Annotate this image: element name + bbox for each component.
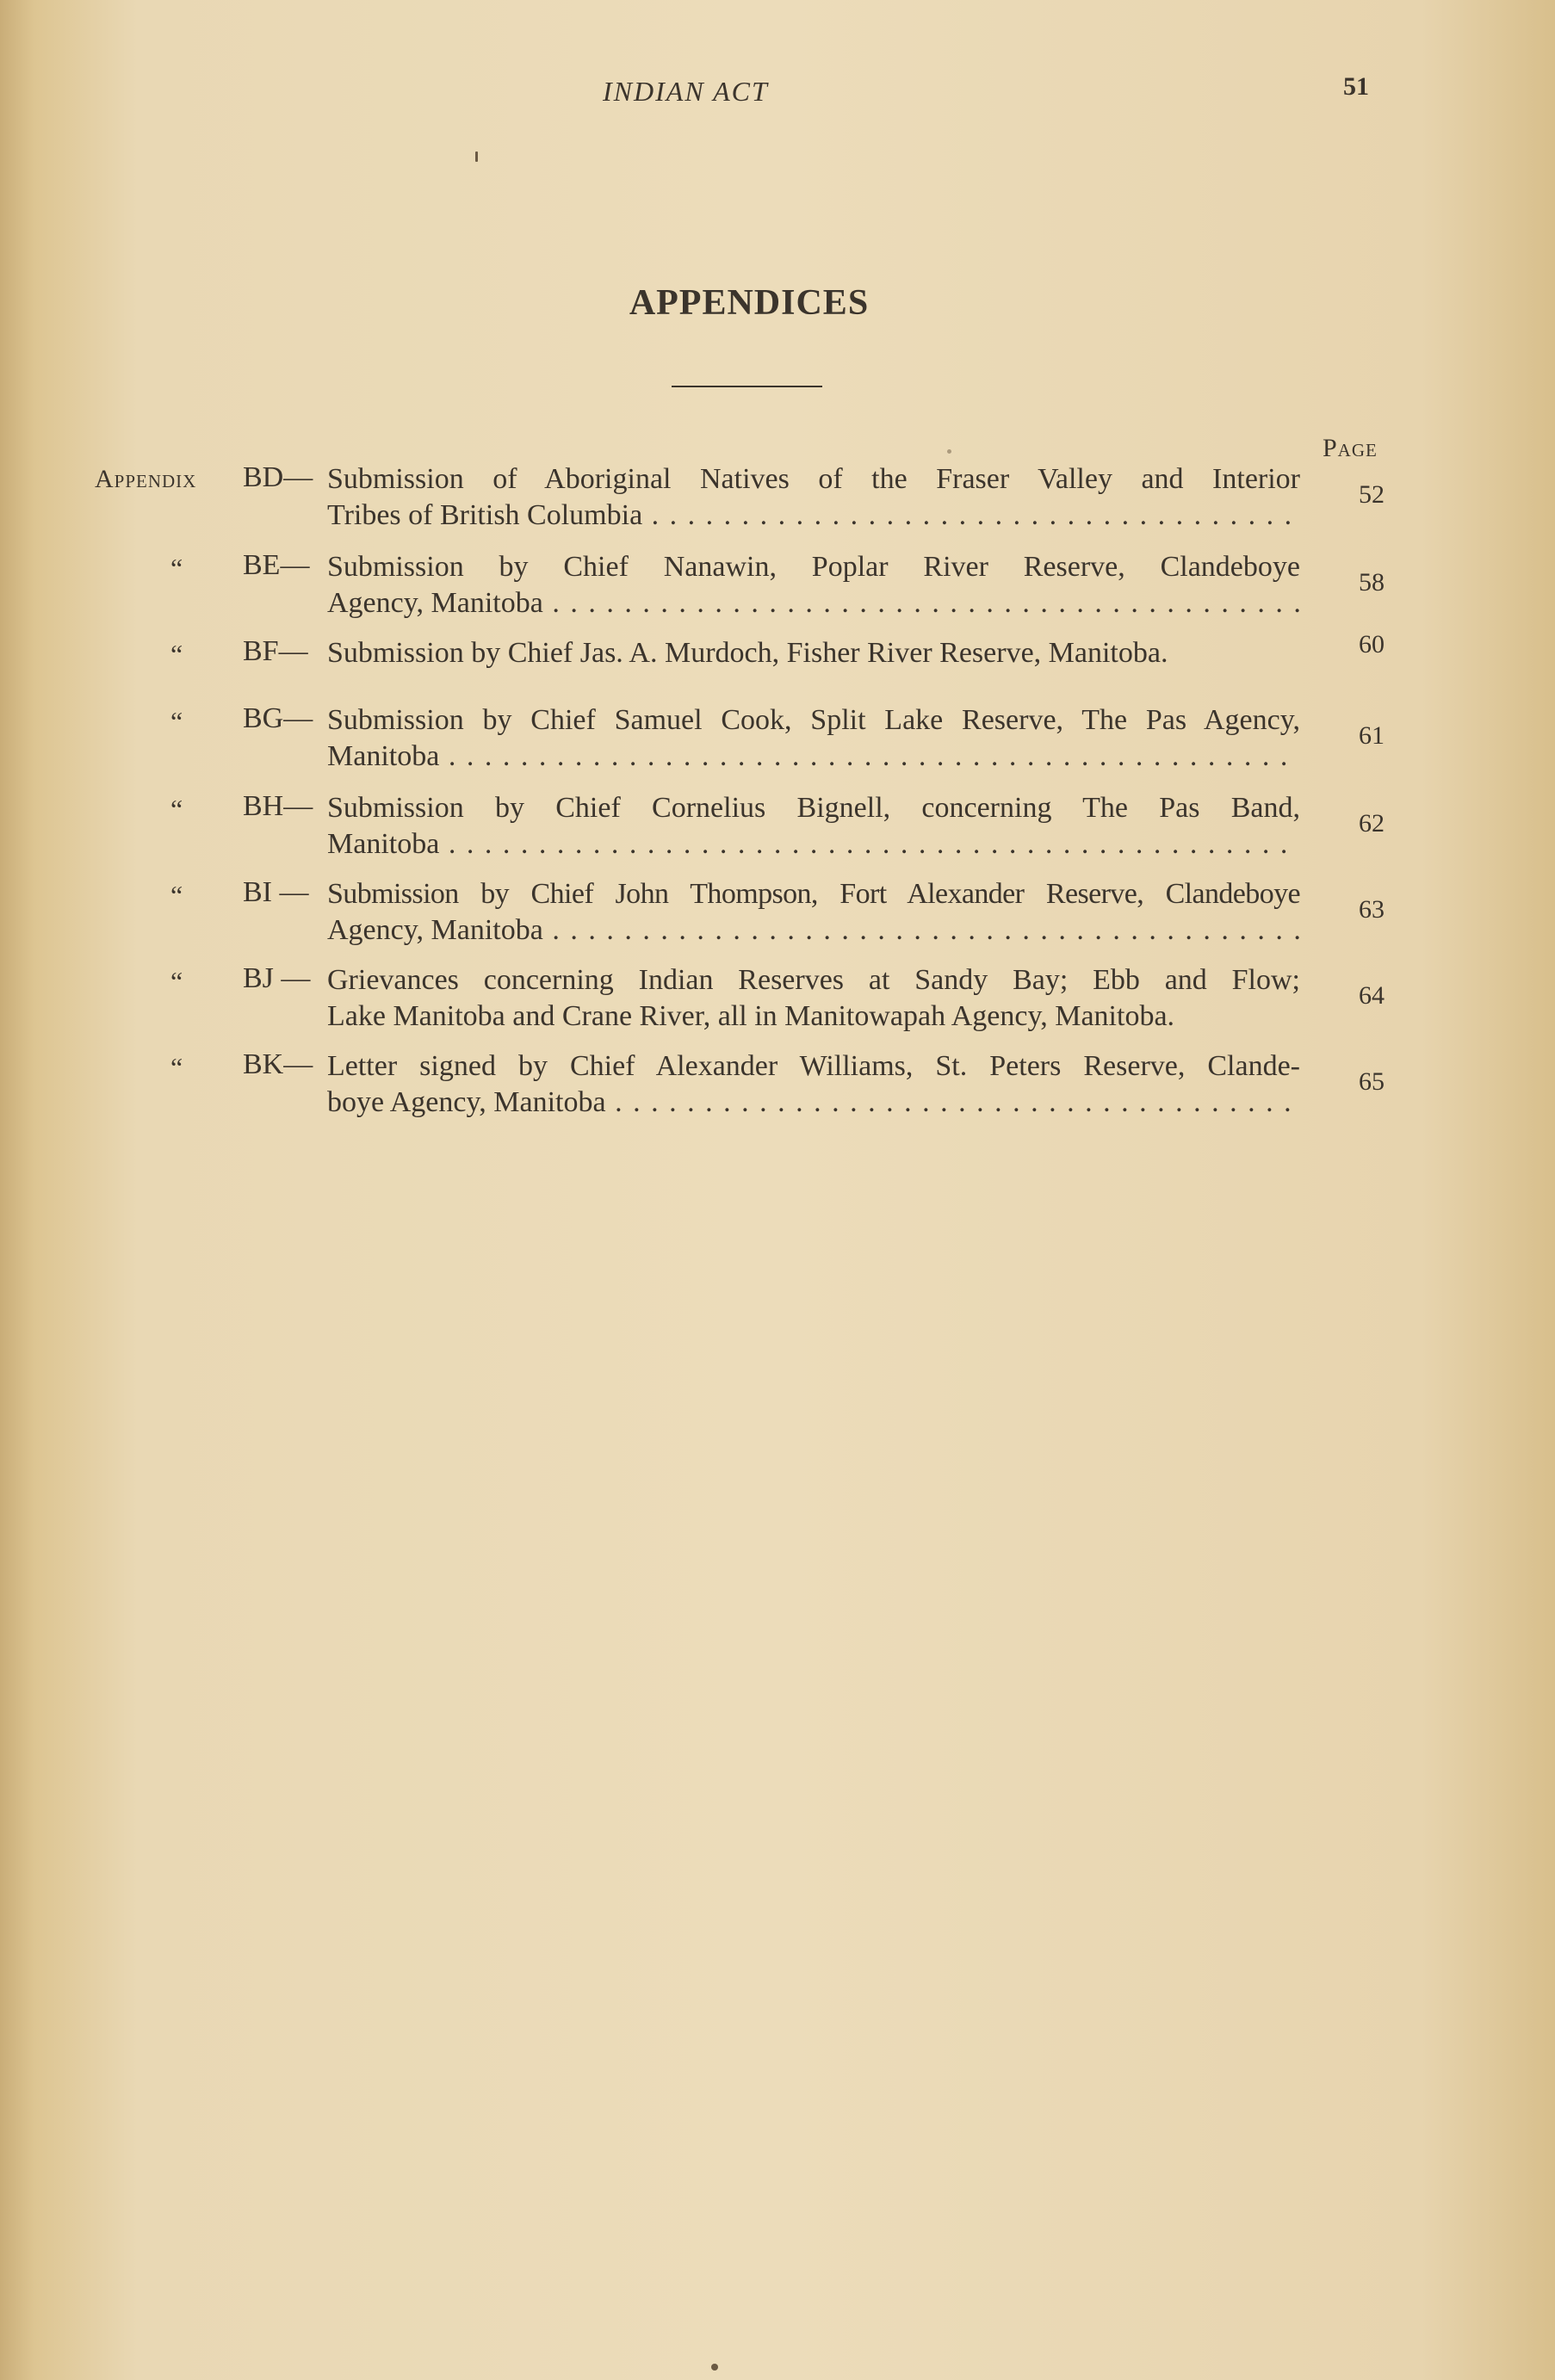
ditto-mark: “ [170, 706, 184, 737]
section-title: APPENDICES [629, 283, 870, 323]
entry-line-1: Grievances concerning Indian Reserves at Sandy Bay; Ebb and Flow; [327, 964, 1300, 996]
paper-speck [475, 151, 478, 162]
entry-code: BJ — [243, 962, 311, 994]
appendix-entry-bh [0, 790, 1555, 871]
leader-dots [439, 740, 1300, 772]
entry-page: 62 [1359, 809, 1385, 838]
entry-text [327, 549, 1300, 621]
appendix-entry-bd [0, 461, 1555, 542]
entry-line-1: Submission by Chief Cornelius Bignell, concerning The Pas Band, [327, 792, 1300, 824]
appendix-entry-bg [0, 702, 1555, 783]
entry-line-2: boye Agency, Manitoba . . . [327, 1085, 1300, 1121]
appendix-entry-bj [0, 962, 1555, 1043]
leader-dots [606, 1086, 1300, 1118]
entry-text [327, 1048, 1300, 1121]
entry-page: 61 [1359, 721, 1385, 750]
entry-code: BH— [243, 790, 313, 822]
entry-page: 52 [1359, 480, 1385, 509]
entry-code: BG— [243, 702, 313, 734]
ditto-mark: “ [170, 880, 184, 911]
entry-page: 60 [1359, 630, 1385, 658]
entry-text [327, 962, 1300, 1035]
page-number: 51 [1343, 72, 1369, 101]
ditto-mark: “ [170, 966, 184, 997]
entry-page: 63 [1359, 895, 1385, 924]
leader-dots [543, 914, 1300, 946]
entry-page: 64 [1359, 981, 1385, 1010]
entry-line-1: Submission by Chief Nanawin, Poplar River Reserve, Clandeboye [327, 551, 1300, 583]
leader-dots [543, 587, 1300, 619]
entry-line-2: Agency, Manitoba . . . [327, 585, 1300, 621]
running-header-title: INDIAN ACT [603, 76, 769, 107]
entry-line-1: Submission by Chief Jas. A. Murdoch, Fisher River Reserve, Manitoba. [327, 637, 1168, 669]
entry-code: BI — [243, 876, 309, 908]
appendix-entry-be [0, 549, 1555, 630]
ditto-mark: “ [170, 1052, 184, 1083]
entry-line-1: Letter signed by Chief Alexander Williams, St. Peters Reserve, Clande- [327, 1050, 1300, 1082]
entry-text [327, 461, 1300, 534]
entry-line-1: Submission by Chief John Thompson, Fort Alexander Reserve, Clandeboye [327, 878, 1300, 910]
paper-speck [947, 449, 951, 454]
entry-line-1: Submission by Chief Samuel Cook, Split Lake Reserve, The Pas Agency, [327, 704, 1300, 736]
appendix-entry-bi [0, 876, 1555, 957]
entry-text [327, 635, 1300, 671]
entry-line-2: Tribes of British Columbia . . . [327, 498, 1300, 534]
entry-line-2: Manitoba . . . [327, 826, 1300, 862]
ditto-mark: “ [170, 794, 184, 825]
leader-dots [439, 828, 1300, 860]
entry-page: 58 [1359, 568, 1385, 597]
entry-code: BK— [243, 1048, 313, 1080]
entry-code: BE— [243, 549, 310, 581]
entry-code: BF— [243, 635, 308, 667]
page-column-label: Page [1323, 434, 1378, 462]
entry-line-2: Agency, Manitoba . . . [327, 912, 1300, 949]
entry-text [327, 876, 1300, 949]
ditto-mark: “ [170, 639, 184, 670]
leader-dots [642, 499, 1300, 531]
entry-text [327, 702, 1300, 775]
entry-text [327, 790, 1300, 862]
entry-code: BD— [243, 461, 313, 493]
entry-line-2: Lake Manitoba and Crane River, all in Manitowapah Agency, Manitoba. [327, 1000, 1175, 1032]
entry-page: 65 [1359, 1067, 1385, 1096]
entry-prefix: Appendix [95, 465, 197, 493]
appendix-entry-bk [0, 1048, 1555, 1129]
title-rule [672, 386, 822, 387]
entry-line-1: Submission of Aboriginal Natives of the Fraser Valley and Interior [327, 463, 1300, 495]
entry-line-2: Manitoba . . . [327, 739, 1300, 775]
paper-speck [711, 2364, 718, 2371]
ditto-mark: “ [170, 553, 184, 584]
